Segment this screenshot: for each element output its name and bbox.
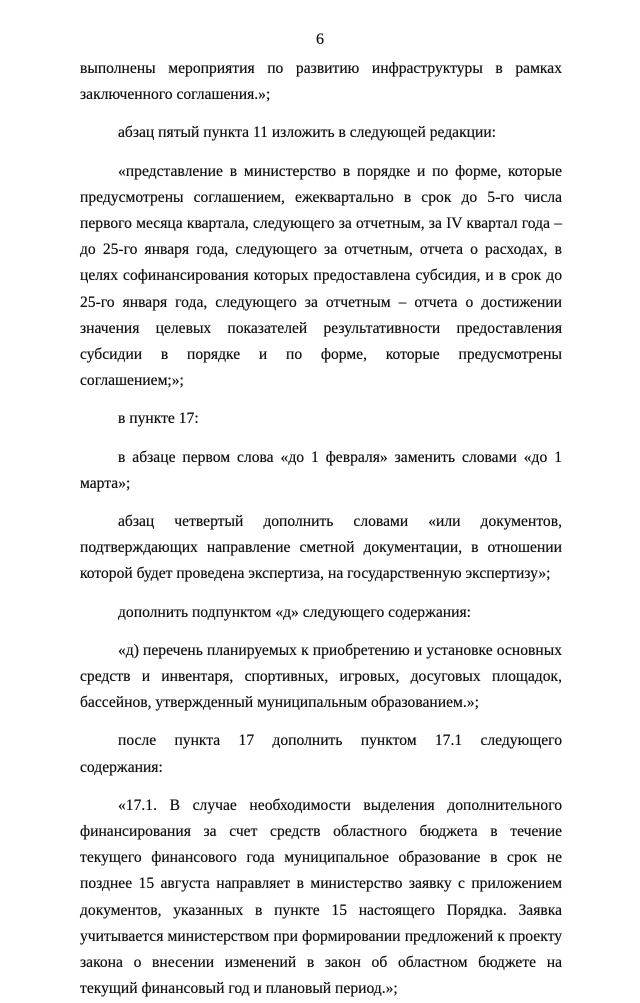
paragraph: «17.1. В случае необходимости выделения дополнительного финансирования за счет средств областного бюджета в течение текущего финансового года муниципальное образование в срок не позднее 15 августа направляет в министерство заявку с приложением документов, указанных в пункте 15 настоящего Порядка. Заявка учитывается министерством при формировании предложений к проекту закона о внесении изменений в закон об областном бюджете на текущий финансовый год и плановый период.»; bbox=[80, 796, 562, 998]
paragraph: «д) перечень планируемых к приобретению и установке основных средств и инвентаря, спортивных, игровых, досуговых площадок, бассейнов, утвержденный муниципальным образованием.»; bbox=[80, 641, 562, 712]
document-body bbox=[80, 56, 562, 1003]
paragraph: выполнены мероприятия по развитию инфраструктуры в рамках заключенного соглашения.»; bbox=[80, 60, 562, 104]
paragraph: абзац четвертый дополнить словами «или документов, подтверждающих направление сметной документации, в отношении которой будет проведена экспертиза, на государственную экспертизу»; bbox=[80, 513, 562, 583]
paragraph: в пункте 17: bbox=[118, 410, 199, 428]
paragraph: дополнить подпунктом «д» следующего содержания: bbox=[118, 603, 471, 621]
paragraph: в абзаце первом слова «до 1 февраля» заменить словами «до 1 марта»; bbox=[80, 448, 562, 492]
paragraph: после пункта 17 дополнить пунктом 17.1 следующего содержания: bbox=[80, 732, 562, 776]
paragraph: «представление в министерство в порядке и по форме, которые предусмотрены соглашением, ежеквартально в срок до 5-го числа первого месяца квартала, следующего за отчетным, за IV квартал года – до 25-го января года, следующего за отчетным, отчета о расходах, в целях софинансирования которых предоставлена субсидия, и в срок до 25-го января года, следующего за отчетным – отчета о достижении значения целевых показателей результативности предоставления субсидии в порядке и по форме, которые предусмотрены соглашением;»; bbox=[80, 162, 562, 390]
paragraph: абзац пятый пункта 11 изложить в следующей редакции: bbox=[118, 124, 497, 142]
page-number: 6 bbox=[316, 31, 324, 48]
